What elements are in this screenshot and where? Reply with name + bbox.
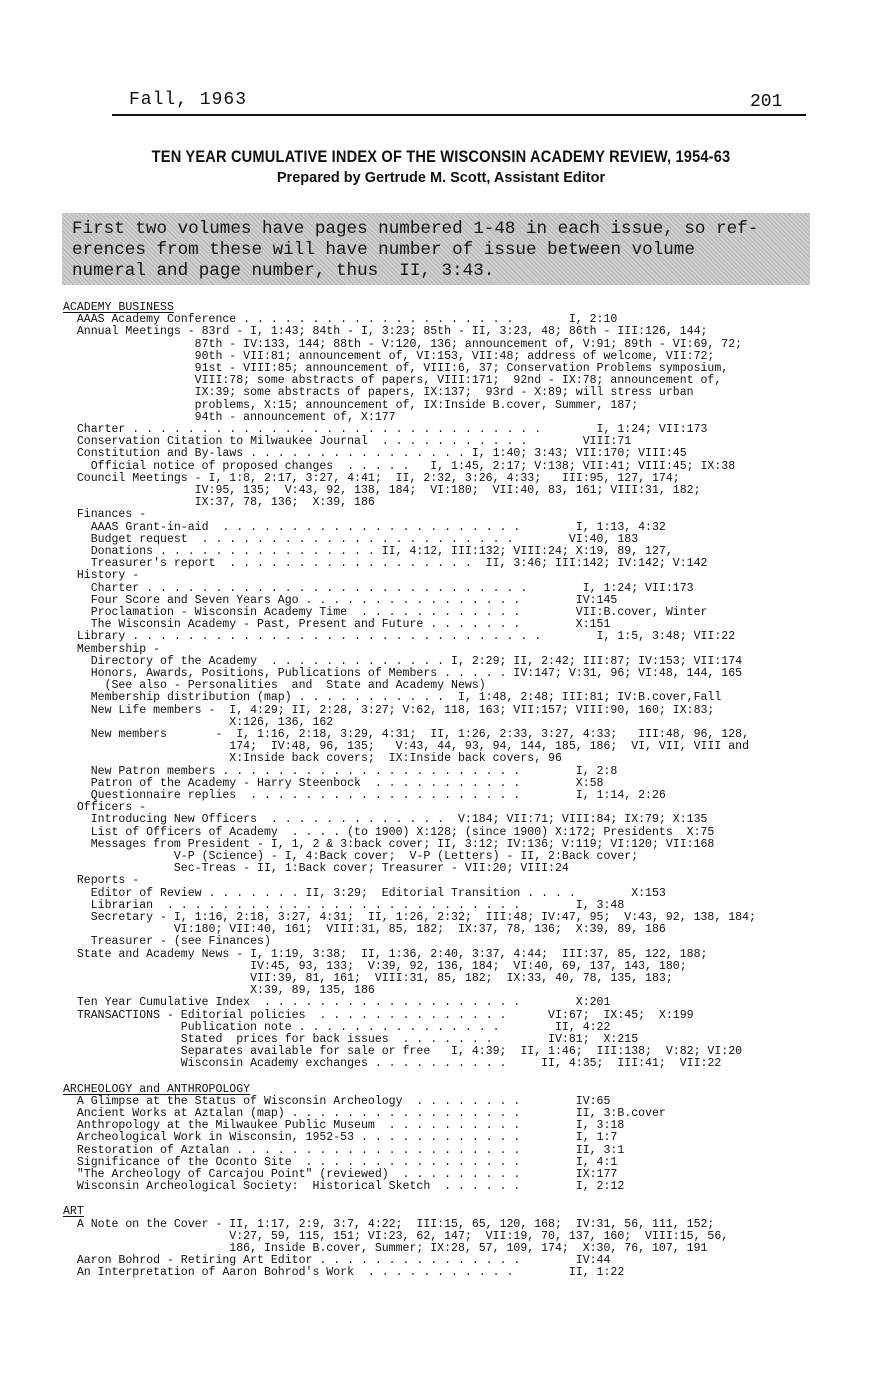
index-entry: IX:39; some abstracts of papers, IX:137; 93rd - X:89; will stress urban	[63, 386, 694, 400]
index-entry: AAAS Grant-in-aid . . . . . . . . . . . . . . . . . . . . . . I, 1:13, 4:32	[63, 520, 666, 534]
index-entry: State and Academy News - I, 1:19, 3:38; II, 1:36, 2:40, 3:37, 4:44; III:37, 85, 122, 188;	[63, 947, 708, 961]
index-entry: Sec-Treas - II, 1:Back cover; Treasurer - VII:20; VIII:24	[63, 862, 569, 876]
index-entry: Official notice of proposed changes . . . . . I, 1:45, 2:17; V:138; VII:41; VIII:45; IX:38	[63, 459, 736, 473]
index-entry: Honors, Awards, Positions, Publications of Members . . . . . IV:147; V:31, 96; VI:48, 144, 165	[63, 667, 743, 680]
index-entry: List of Officers of Academy . . . . (to 1900) X:128; (since 1900) X:172; Presidents X:75	[63, 825, 715, 839]
index-entry: Stated prices for back issues . . . . . . . IV:81; X:215	[63, 1033, 639, 1046]
index-entry: TRANSACTIONS - Editorial policies . . . . . . . . . . . . . . VI:67; IX:45; X:199	[63, 1008, 694, 1022]
index-entry: Wisconsin Academy exchanges . . . . . . . . . . II, 4:35; III:41; VII:22	[63, 1057, 722, 1071]
index-entry: Aaron Bohrod - Retiring Art Editor . . . . . . . . . . . . . . . IV:44	[63, 1254, 611, 1268]
index-entry: An Interpretation of Aaron Bohrod's Work . . . . . . . . . . . II, 1:22	[63, 1266, 625, 1280]
index-entry: Donations . . . . . . . . . . . . . . . . II, 4:12, III:132; VIII:24; X:19, 89, 127,	[63, 545, 673, 558]
index-entry: Secretary - I, 1:16, 2:18, 3:27, 4:31; II, 1:26, 2:32; III:48; IV:47, 95; V:43, 92, 138, 184;	[63, 911, 756, 924]
index-entry: Publication note . . . . . . . . . . . . . . . II, 4:22	[63, 1020, 611, 1034]
index-entry: (See also - Personalities and State and Academy News)	[63, 679, 486, 693]
index-entry: Finances -	[63, 508, 147, 522]
notice-line: First two volumes have pages numbered 1-48 in each issue, so ref-	[72, 219, 759, 239]
index-entry: 90th - VII:81; announcement of, VI:153, VII:48; address of welcome, VII:72;	[63, 349, 715, 363]
notice-box	[62, 213, 810, 285]
index-entry: Charter . . . . . . . . . . . . . . . . . . . . . . . . . . . . . . I, 1:24; VII:173	[63, 423, 708, 436]
index-entry: "The Archeology of Carcajou Point" (reviewed) . . . . . . . . . IX:177	[63, 1168, 618, 1181]
index-entry: Membership -	[63, 642, 161, 656]
index-entry: VII:39, 81, 161; VIII:31, 85, 182; IX:33, 40, 78, 135, 183;	[63, 972, 673, 985]
index-entry: Restoration of Aztalan . . . . . . . . . . . . . . . . . . . . . II, 3:1	[63, 1143, 625, 1157]
index-entry: X:Inside back covers; IX:Inside back covers, 96	[63, 752, 562, 766]
index-entry: Treasurer's report . . . . . . . . . . . . . . . . . . II, 3:46; III:142; IV:142; V:142	[63, 557, 708, 571]
index-entry: IV:45, 93, 133; V:39, 92, 136, 184; VI:40, 69, 137, 143, 180;	[63, 959, 687, 973]
index-entry: Budget request . . . . . . . . . . . . . . . . . . . . . . . VI:40, 183	[63, 532, 639, 546]
index-title: TEN YEAR CUMULATIVE INDEX OF THE WISCONSIN ACADEMY REVIEW, 1954-63	[151, 147, 731, 166]
index-entry: Anthropology at the Milwaukee Public Museum . . . . . . . . . . I, 3:18	[63, 1119, 625, 1133]
index-entry: Conservation Citation to Milwaukee Journal . . . . . . . . . . . VIII:71	[63, 435, 632, 449]
section-heading: ART	[63, 1205, 84, 1219]
index-entry: New Life members - I, 4:29; II, 2:28, 3:27; V:62, 118, 163; VII:157; VIII:90, 160; IX:83;	[63, 703, 715, 717]
section-heading: ARCHEOLOGY and ANTHROPOLOGY	[63, 1082, 251, 1096]
index-entry: Constitution and By-laws . . . . . . . . . . . . . . . . I, 1:40; 3:43; VII:170; VIII:45	[63, 447, 687, 461]
index-entry: A Glimpse at the Status of Wisconsin Archeology . . . . . . . . IV:65	[63, 1094, 611, 1108]
index-entry: New Patron members . . . . . . . . . . . . . . . . . . . . . . I, 2:8	[63, 764, 618, 778]
index-entry: Directory of the Academy . . . . . . . . . . . . . I, 2:29; II, 2:42; III:87; IV:153; VII:174	[63, 654, 743, 668]
index-entry: Ancient Works at Aztalan (map) . . . . . . . . . . . . . . . . . II, 3:B.cover	[63, 1107, 666, 1120]
index-entry: AAAS Academy Conference . . . . . . . . . . . . . . . . . . . . I, 2:10	[63, 313, 618, 327]
index-entry: Charter . . . . . . . . . . . . . . . . . . . . . . . . . . . . I, 1:24; VII:173	[63, 581, 694, 595]
notice-line: erences from these will have number of issue between volume	[72, 240, 695, 260]
index-entry: 94th - announcement of, X:177	[63, 410, 396, 424]
index-entry: Officers -	[63, 801, 147, 815]
index-entry: VI:180; VII:40, 161; VIII:31, 85, 182; IX:37, 78, 136; X:39, 89, 186	[63, 923, 666, 937]
header-rule	[112, 114, 806, 116]
index-entry: Membership distribution (map) . . . . . . . . . . . I, 1:48, 2:48; III:81; IV:B.cover,Fall	[63, 691, 722, 705]
index-entry: IX:37, 78, 136; X:39, 186	[63, 496, 375, 510]
index-entry: Proclamation - Wisconsin Academy Time . . . . . . . . . . . . VII:B.cover, Winter	[63, 606, 708, 619]
index-entry: Council Meetings - I, 1:8, 2:17, 3:27, 4:41; II, 2:32, 3:26, 4:33; III:95, 127, 174;	[63, 471, 680, 485]
index-entry: Archeological Work in Wisconsin, 1952-53 . . . . . . . . . . . . I, 1:7	[63, 1131, 618, 1145]
section-heading: ACADEMY BUSINESS	[63, 301, 174, 314]
notice-line: numeral and page number, thus II, 3:43.	[72, 261, 495, 281]
index-entry: VIII:78; some abstracts of papers, VIII:171; 92nd - IX:78; announcement of,	[63, 374, 722, 388]
index-entry: Annual Meetings - 83rd - I, 1:43; 84th - I, 3:23; 85th - II, 3:23, 48; 86th - III:126, 144;	[63, 325, 708, 339]
index-entry: Library . . . . . . . . . . . . . . . . . . . . . . . . . . . . . . I, 1:5, 3:48; VII:22	[63, 630, 736, 644]
index-entry: Ten Year Cumulative Index . . . . . . . . . . . . . . . . . . . X:201	[63, 996, 611, 1010]
index-entry: Patron of the Academy - Harry Steenbock . . . . . . . . . . . X:58	[63, 776, 604, 790]
index-entry: Introducing New Officers . . . . . . . . . . . . . V:184; VII:71; VIII:84; IX:79; X:135	[63, 813, 708, 827]
index-entry: problems, X:15; announcement of, IX:Inside B.cover, Summer, 187;	[63, 398, 639, 412]
index-entry: Questionnaire replies . . . . . . . . . . . . . . . . . . . . I, 1:14, 2:26	[63, 789, 666, 802]
index-entry: Librarian . . . . . . . . . . . . . . . . . . . . . . . . . . I, 3:48	[63, 898, 625, 912]
index-entry: 174; IV:48, 96, 135; V:43, 44, 93, 94, 144, 185, 186; VI, VII, VIII and	[63, 740, 749, 754]
index-entry: X:126, 136, 162	[63, 715, 334, 729]
header-season: Fall, 1963	[129, 90, 248, 110]
index-entry: IV:95, 135; V:43, 92, 138, 184; VI:180; VII:40, 83, 161; VIII:31, 182;	[63, 484, 701, 497]
index-entry: Significance of the Oconto Site . . . . . . . . . . . . . . . . I, 4:1	[63, 1155, 618, 1169]
index-entry: New members - I, 1:16, 2:18, 3:29, 4:31; II, 1:26, 2:33, 3:27, 4:33; III:48, 96, 128,	[63, 728, 749, 741]
index-entry: 91st - VIII:85; announcement of, VIII:6, 37; Conservation Problems symposium,	[63, 362, 729, 375]
index-entry: V:27, 59, 115, 151; VI:23, 62, 147; VII:19, 70, 137, 160; VIII:15, 56,	[63, 1229, 729, 1243]
index-entry: History -	[63, 569, 140, 583]
index-entry: Four Score and Seven Years Ago . . . . . . . . . . . . . . . . IV:145	[63, 593, 618, 607]
index-entry: Messages from President - I, 1, 2 & 3:back cover; II, 3:12; IV:136; V:119; VI:120; VII:168	[63, 837, 715, 851]
index-entry: Reports -	[63, 874, 140, 888]
index-entry: Editor of Review . . . . . . . II, 3:29; Editorial Transition . . . . X:153	[63, 886, 666, 900]
index-entry: The Wisconsin Academy - Past, Present and Future . . . . . . . X:151	[63, 618, 611, 632]
index-entry: 186, Inside B.cover, Summer; IX:28, 57, 109, 174; X:30, 76, 107, 191	[63, 1242, 708, 1255]
index-entry: A Note on the Cover - II, 1:17, 2:9, 3:7, 4:22; III:15, 65, 120, 168; IV:31, 56, 111, 152;	[63, 1217, 715, 1231]
index-entry: Treasurer - (see Finances)	[63, 935, 271, 949]
index-entry: X:39, 89, 135, 186	[63, 984, 375, 998]
page-number: 201	[750, 92, 783, 112]
index-entry: Wisconsin Archeological Society: Historical Sketch . . . . . . I, 2:12	[63, 1180, 625, 1194]
index-subtitle: Prepared by Gertrude M. Scott, Assistant Editor	[276, 170, 606, 186]
index-entry: Separates available for sale or free I, 4:39; II, 1:46; III:138; V:82; VI:20	[63, 1045, 743, 1059]
index-entry: V-P (Science) - I, 4:Back cover; V-P (Letters) - II, 2:Back cover;	[63, 850, 639, 863]
index-entry: 87th - IV:133, 144; 88th - V:120, 136; announcement of, V:91; 89th - VI:69, 72;	[63, 337, 743, 351]
